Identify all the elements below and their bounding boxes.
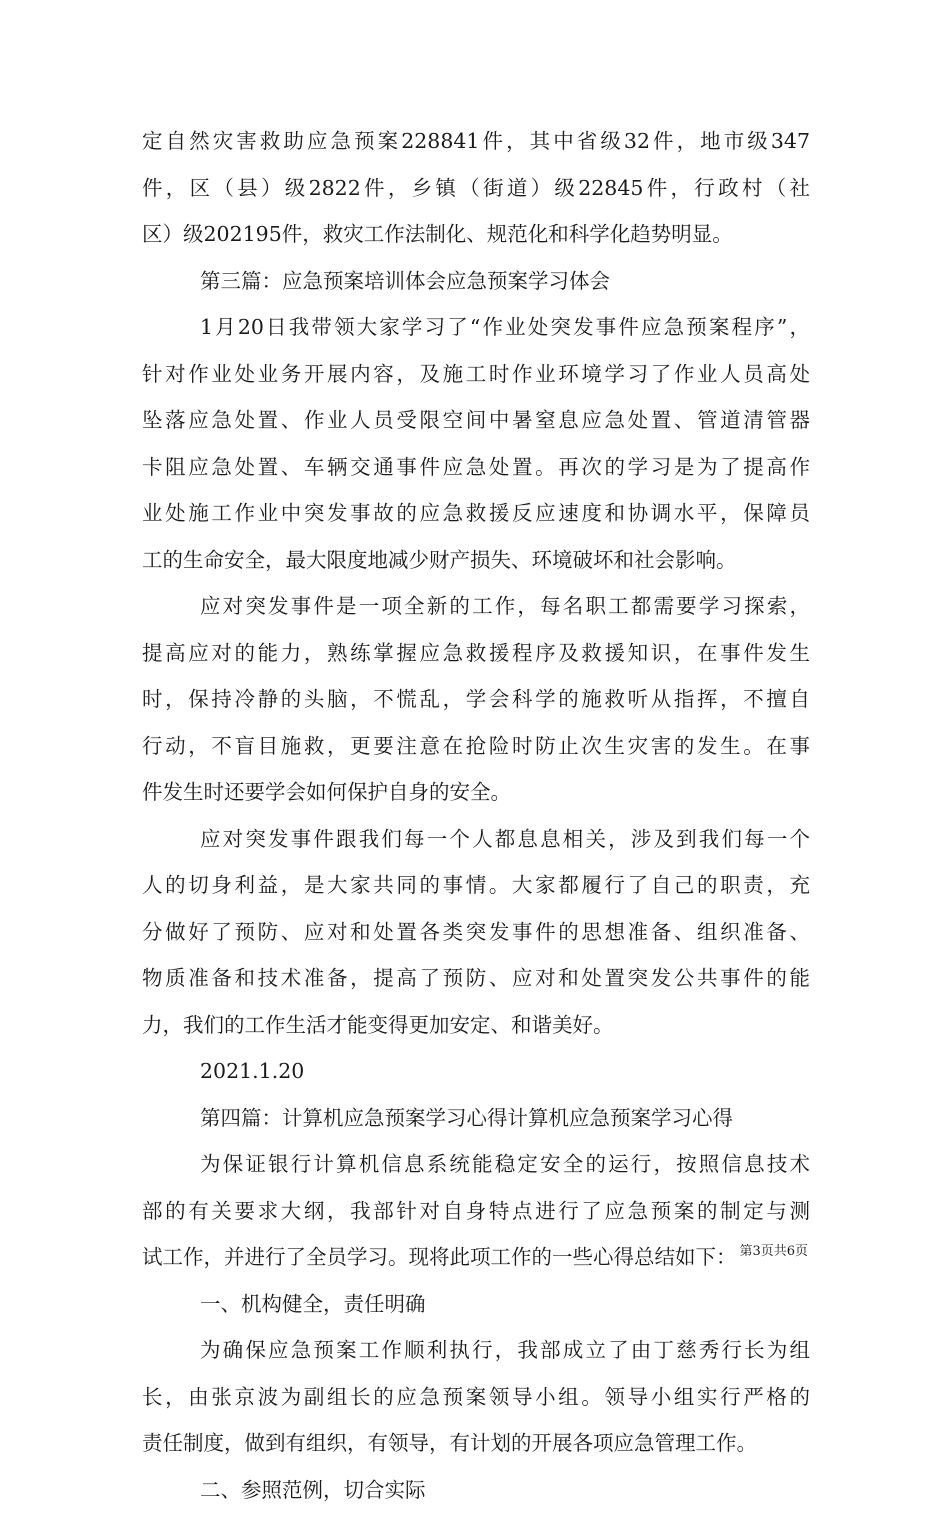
text-line: 卡阻应急处置、车辆交通事件应急处置。再次的学习是为了提高作 bbox=[142, 444, 810, 491]
text-line: 定自然灾害救助应急预案228841件，其中省级32件，地市级347 bbox=[142, 118, 810, 165]
text-line: 工的生命安全，最大限度地减少财产损失、环境破坏和社会影响。 bbox=[142, 537, 810, 584]
text-line: 长，由张京波为副组长的应急预案领导小组。领导小组实行严格的 bbox=[142, 1374, 810, 1421]
text-line: 2021.1.20 bbox=[142, 1048, 810, 1095]
text-line: 分做好了预防、应对和处置各类突发事件的思想准备、组织准备、 bbox=[142, 909, 810, 956]
text-line: 提高应对的能力，熟练掌握应急救援程序及救援知识，在事件发生 bbox=[142, 630, 810, 677]
text-line: 针对作业处业务开展内容，及施工时作业环境学习了作业人员高处 bbox=[142, 351, 810, 398]
page-number: 第3页共6页 bbox=[739, 1240, 808, 1259]
text-line: 为保证银行计算机信息系统能稳定安全的运行，按照信息技术 bbox=[142, 1141, 810, 1188]
text-line: 人的切身利益，是大家共同的事情。大家都履行了自己的职责，充 bbox=[142, 862, 810, 909]
text-line: 1月20日我带领大家学习了“作业处突发事件应急预案程序”， bbox=[142, 304, 810, 351]
document-body bbox=[142, 118, 810, 1513]
text-line: 应对突发事件是一项全新的工作，每名职工都需要学习探索， bbox=[142, 583, 810, 630]
text-line: 时，保持冷静的头脑，不慌乱，学会科学的施救听从指挥，不擅自 bbox=[142, 676, 810, 723]
text-line: 物质准备和技术准备，提高了预防、应对和处置突发公共事件的能 bbox=[142, 955, 810, 1002]
text-line: 业处施工作业中突发事故的应急救援反应速度和协调水平，保障员 bbox=[142, 490, 810, 537]
text-line: 应对突发事件跟我们每一个人都息息相关，涉及到我们每一个 bbox=[142, 816, 810, 863]
text-line: 为确保应急预案工作顺利执行，我部成立了由丁慈秀行长为组 bbox=[142, 1327, 810, 1374]
text-line: 第四篇：计算机应急预案学习心得计算机应急预案学习心得 bbox=[142, 1095, 810, 1142]
text-line: 坠落应急处置、作业人员受限空间中暑窒息应急处置、管道清管器 bbox=[142, 397, 810, 444]
text-line: 行动，不盲目施救，更要注意在抢险时防止次生灾害的发生。在事 bbox=[142, 723, 810, 770]
text-line: 责任制度，做到有组织，有领导，有计划的开展各项应急管理工作。 bbox=[142, 1420, 810, 1467]
text-line: 一、机构健全，责任明确 bbox=[142, 1281, 810, 1328]
text-line: 部的有关要求大纲，我部针对自身特点进行了应急预案的制定与测 bbox=[142, 1188, 810, 1235]
text-line: 力，我们的工作生活才能变得更加安定、和谐美好。 bbox=[142, 1002, 810, 1049]
text-line: 件，区（县）级2822件，乡镇（街道）级22845件，行政村（社 bbox=[142, 165, 810, 212]
text-line: 第三篇：应急预案培训体会应急预案学习体会 bbox=[142, 258, 810, 305]
text-line: 二、参照范例，切合实际 bbox=[142, 1467, 810, 1513]
text-line: 试工作，并进行了全员学习。现将此项工作的一些心得总结如下： bbox=[142, 1234, 810, 1281]
text-line: 件发生时还要学会如何保护自身的安全。 bbox=[142, 769, 810, 816]
text-line: 区）级202195件，救灾工作法制化、规范化和科学化趋势明显。 bbox=[142, 211, 810, 258]
